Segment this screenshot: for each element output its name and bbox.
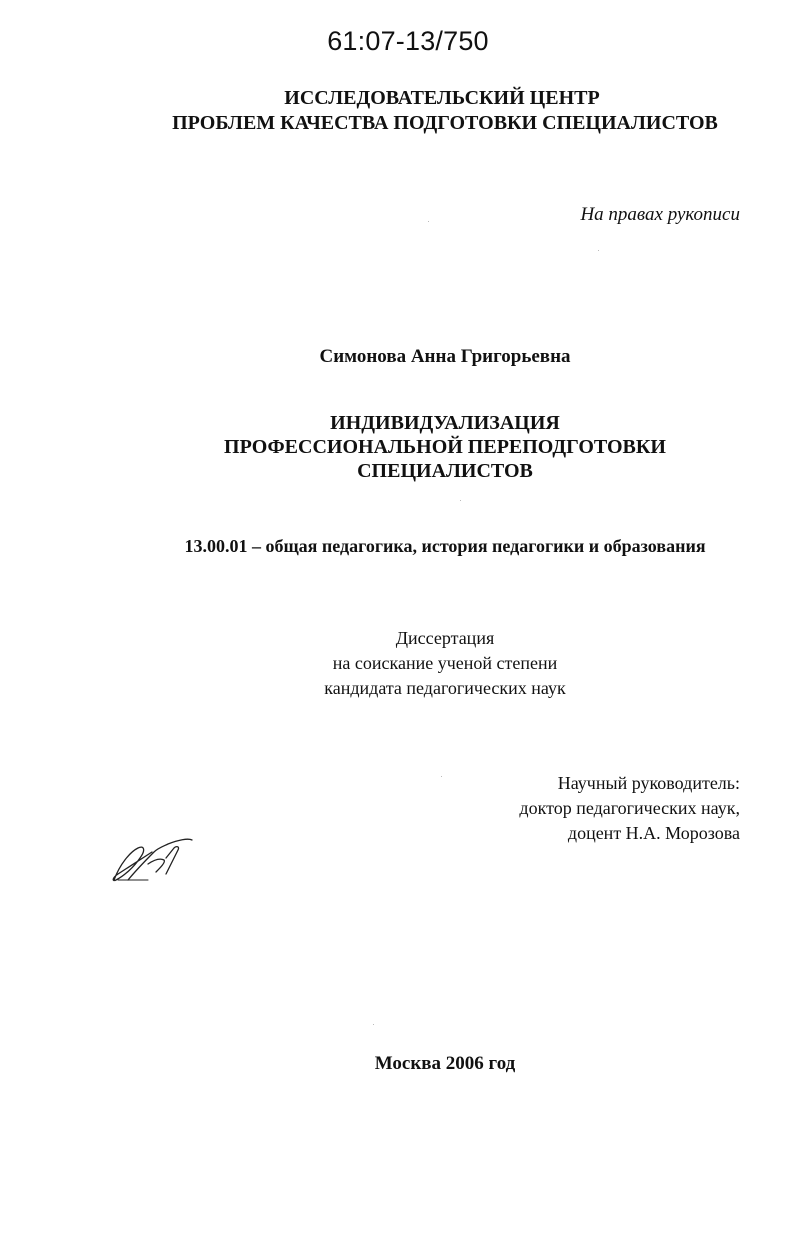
catalog-code: 61:07-13/750 [327,26,489,56]
degree-line-1: Диссертация [395,628,495,648]
degree-line-2: на соискание ученой степени [332,653,558,673]
scan-speck [373,1024,374,1025]
advisor-line-2: доктор педагогических наук, [519,798,740,818]
city-year: Москва 2006 год [374,1053,516,1074]
scan-speck [460,500,461,501]
title-line-2: ПРОФЕССИОНАЛЬНОЙ ПЕРЕПОДГОТОВКИ [224,436,666,458]
organization-line-1: ИССЛЕДОВАТЕЛЬСКИЙ ЦЕНТР [284,87,600,109]
advisor-line-1: Научный руководитель: [557,773,740,793]
organization-line-2: ПРОБЛЕМ КАЧЕСТВА ПОДГОТОВКИ СПЕЦИАЛИСТОВ [172,112,718,134]
scan-speck [428,221,429,222]
title-line-1: ИНДИВИДУАЛИЗАЦИЯ [330,412,560,434]
scan-speck [441,776,442,777]
degree-line-3: кандидата педагогических наук [324,678,566,698]
organization-name [47,86,796,136]
advisor-line-3: доцент Н.А. Морозова [567,823,740,843]
author-name: Симонова Анна Григорьевна [319,346,571,367]
title-line-3: СПЕЦИАЛИСТОВ [357,460,533,482]
handwritten-signature [108,834,198,886]
dissertation-title [47,411,796,483]
specialty-code: 13.00.01 – общая педагогика, история педагогики и образования [184,536,706,556]
manuscript-note: На правах рукописи [580,204,740,225]
scientific-advisor [519,771,740,846]
degree-statement [47,626,796,701]
scan-speck [598,250,599,251]
